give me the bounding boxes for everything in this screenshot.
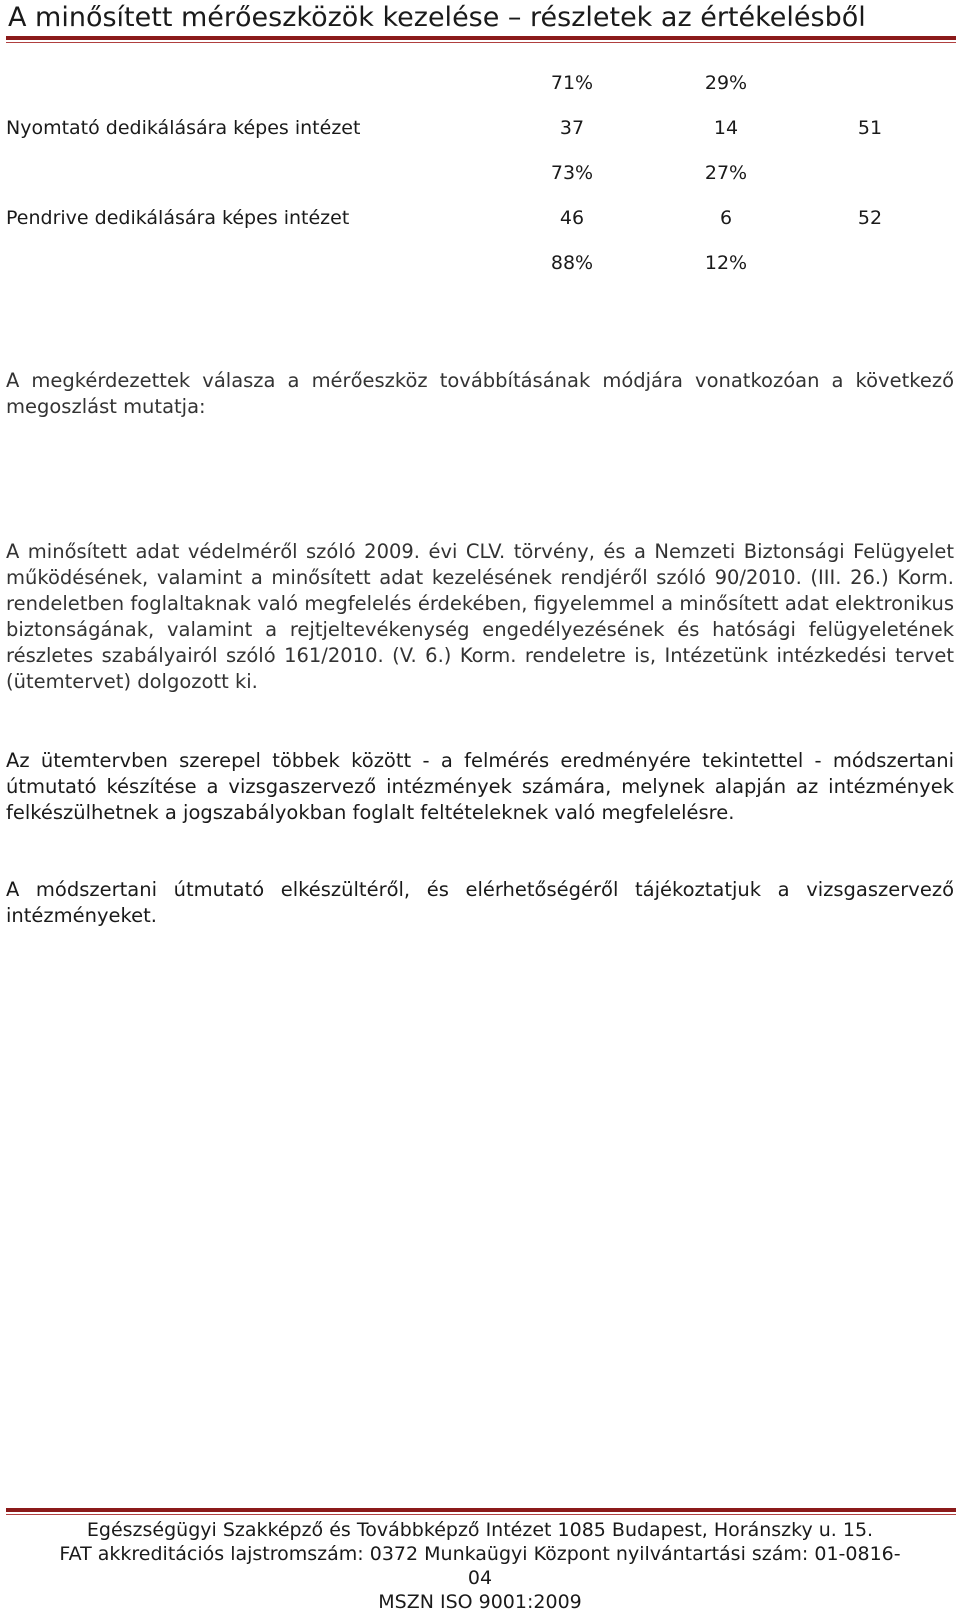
table-row: [0, 69, 960, 97]
footer-address: Egészségügyi Szakképző és Továbbképző Intézet 1085 Budapest, Horánszky u. 15.: [86, 1519, 874, 1541]
footer-iso: MSZN ISO 9001:2009: [378, 1591, 582, 1613]
cell-no: 27%: [704, 162, 748, 184]
row-label: Nyomtató dedikálására képes intézet: [6, 117, 361, 139]
cell-no: 14: [713, 117, 739, 139]
cell-yes: 88%: [550, 252, 594, 274]
cell-no: 6: [719, 207, 733, 229]
cell-yes: 71%: [550, 72, 594, 94]
cell-total: 52: [857, 207, 883, 229]
footer-rule-thin: [6, 1514, 956, 1515]
header-rule-thin: [6, 42, 956, 43]
table-row: [0, 249, 960, 277]
table-row: [0, 204, 960, 232]
footer-accreditation: FAT akkreditációs lajstromszám: 0372 Munkaügyi Központ nyilvántartási szám: 01-0816-: [59, 1543, 901, 1565]
table-row: [0, 114, 960, 142]
table-row: [0, 159, 960, 187]
cell-yes: 37: [559, 117, 585, 139]
paragraph-legal-basis: A minősített adat védelméről szóló 2009. évi CLV. törvény, és a Nemzeti Biztonsági Felügyelet működésének, valamint a minősített adat kezelésének rendjéről szóló 90/2010. (III. 26.) Korm. rendeletben foglaltaknak való megfelelés érdekében, figyelemmel a minősített adat elektronikus biztonságának, valamint a rejtjeltevékenység engedélyezésének és hatósági felügyeletének részletes szabályairól szóló 161/2010. (V. 6.) Korm. rendeletre is, Intézetünk intézkedési tervet (ütemtervet) dolgozott ki.: [6, 540, 954, 693]
footer-rule-thick: [6, 1508, 956, 1512]
cell-no: 12%: [704, 252, 748, 274]
cell-yes: 46: [559, 207, 585, 229]
intro-paragraph: A megkérdezettek válasza a mérőeszköz továbbításának módjára vonatkozóan a következő megoszlást mutatja:: [6, 369, 954, 418]
cell-yes: 73%: [550, 162, 594, 184]
cell-total: 51: [857, 117, 883, 139]
footer-accreditation-cont: 04: [467, 1567, 493, 1589]
header-rule-thick: [6, 36, 956, 40]
cell-no: 29%: [704, 72, 748, 94]
row-label: Pendrive dedikálására képes intézet: [6, 207, 350, 229]
paragraph-guide: A módszertani útmutató elkészültéről, és elérhetőségéről tájékoztatjuk a vizsgaszervező intézményeket.: [6, 878, 954, 927]
paragraph-schedule: Az ütemtervben szerepel többek között - a felmérés eredményére tekintettel - módszertani útmutató készítése a vizsgaszervező intézmények számára, melynek alapján az intézmények felkészülhetnek a jogszabályokban foglalt feltételeknek való megfelelésre.: [6, 749, 954, 824]
page-title: A minősített mérőeszközök kezelése – részletek az értékelésből: [8, 2, 866, 33]
